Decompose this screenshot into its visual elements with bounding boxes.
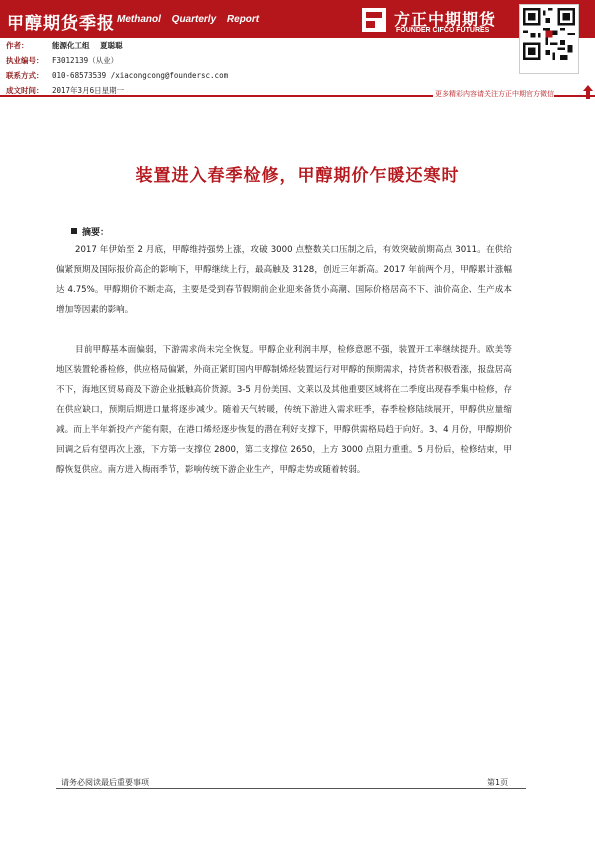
summary-bullet-icon: [71, 228, 77, 234]
footer-page-number: 第1页: [487, 778, 509, 787]
up-arrow-icon: [583, 85, 593, 99]
report-title-en: Methanol Quarterly Report: [117, 14, 260, 25]
logo-name-cn: 方正中期期货: [394, 10, 497, 29]
meta-author: 作者： 能源化工组 夏聪聪: [6, 41, 123, 50]
main-heading: 装置进入春季检修，甲醇期价乍暖还寒时: [135, 166, 460, 186]
founder-logo-icon: [362, 8, 386, 32]
paragraph-1: 2017 年伊始至 2 月底，甲醇维持强势上涨，攻破 3000 点整数关口压制之后，有效突破前期高点 3011。在供给偏紧预期及国际报价高企的影响下，甲醇继续上行，最高触及 3128，创近三年新高。2017 年前两个月，甲醇累计涨幅达 4.75%。甲醇期价不断走高，主要是受到春节假期前企业迎来备货小高潮、国际价格居高不下、油价高企、生产成本增加等因素的影响。: [56, 245, 512, 315]
footer-disclaimer: 请务必阅读最后重要事项: [61, 778, 149, 787]
meta-date: 成文时间： 2017年3月6日星期一: [6, 86, 125, 95]
meta-license: 执业编号： F3012139（从业）: [6, 56, 119, 65]
wechat-note: 更多精彩内容请关注方正中期官方微信: [435, 90, 554, 98]
report-title-cn: 甲醇期货季报: [7, 14, 115, 34]
summary-label: 摘要：: [82, 228, 110, 238]
footer-rule: [56, 788, 526, 789]
qr-code-icon: [519, 4, 579, 74]
logo-name-en: FOUNDER CIFCO FUTURES: [396, 27, 490, 34]
paragraph-2: 目前甲醇基本面偏弱，下游需求尚未完全恢复。甲醇企业利润丰厚，检修意愿不强，装置开工率继续提升。欧美等地区装置轮番检修，供应格局偏紧，外商正紧盯国内甲醇制烯烃装置运行对甲醇的预期需求，持货者积极看涨，报盘居高不下，海地区贸易商及下游企业抵触高价货源。3-5 月份美国、文莱以及其他重要区域将在二季度出现春季集中检修，存在供应缺口，预期后期进口量将逐步减少。随着天气转暖，传统下游进入需求旺季，春季检修陆续展开，甲醇供应量缩减。而上半年新投产产能有限，在港口烯烃逐步恢复的潜在利好支撑下，甲醇供需格局趋于向好。3、4 月份，甲醇期价回调之后有望再次上涨，下方第一支撑位 2800，第二支撑位 2650，上方 3000 点阻力重重。5 月份后，检修结束，甲醇恢复供应。南方进入梅雨季节，影响传统下游企业生产，甲醇走势或随着转弱。: [56, 345, 512, 475]
meta-contact: 联系方式： 010-68573539 /xiacongcong@foundersc.com: [6, 71, 229, 80]
